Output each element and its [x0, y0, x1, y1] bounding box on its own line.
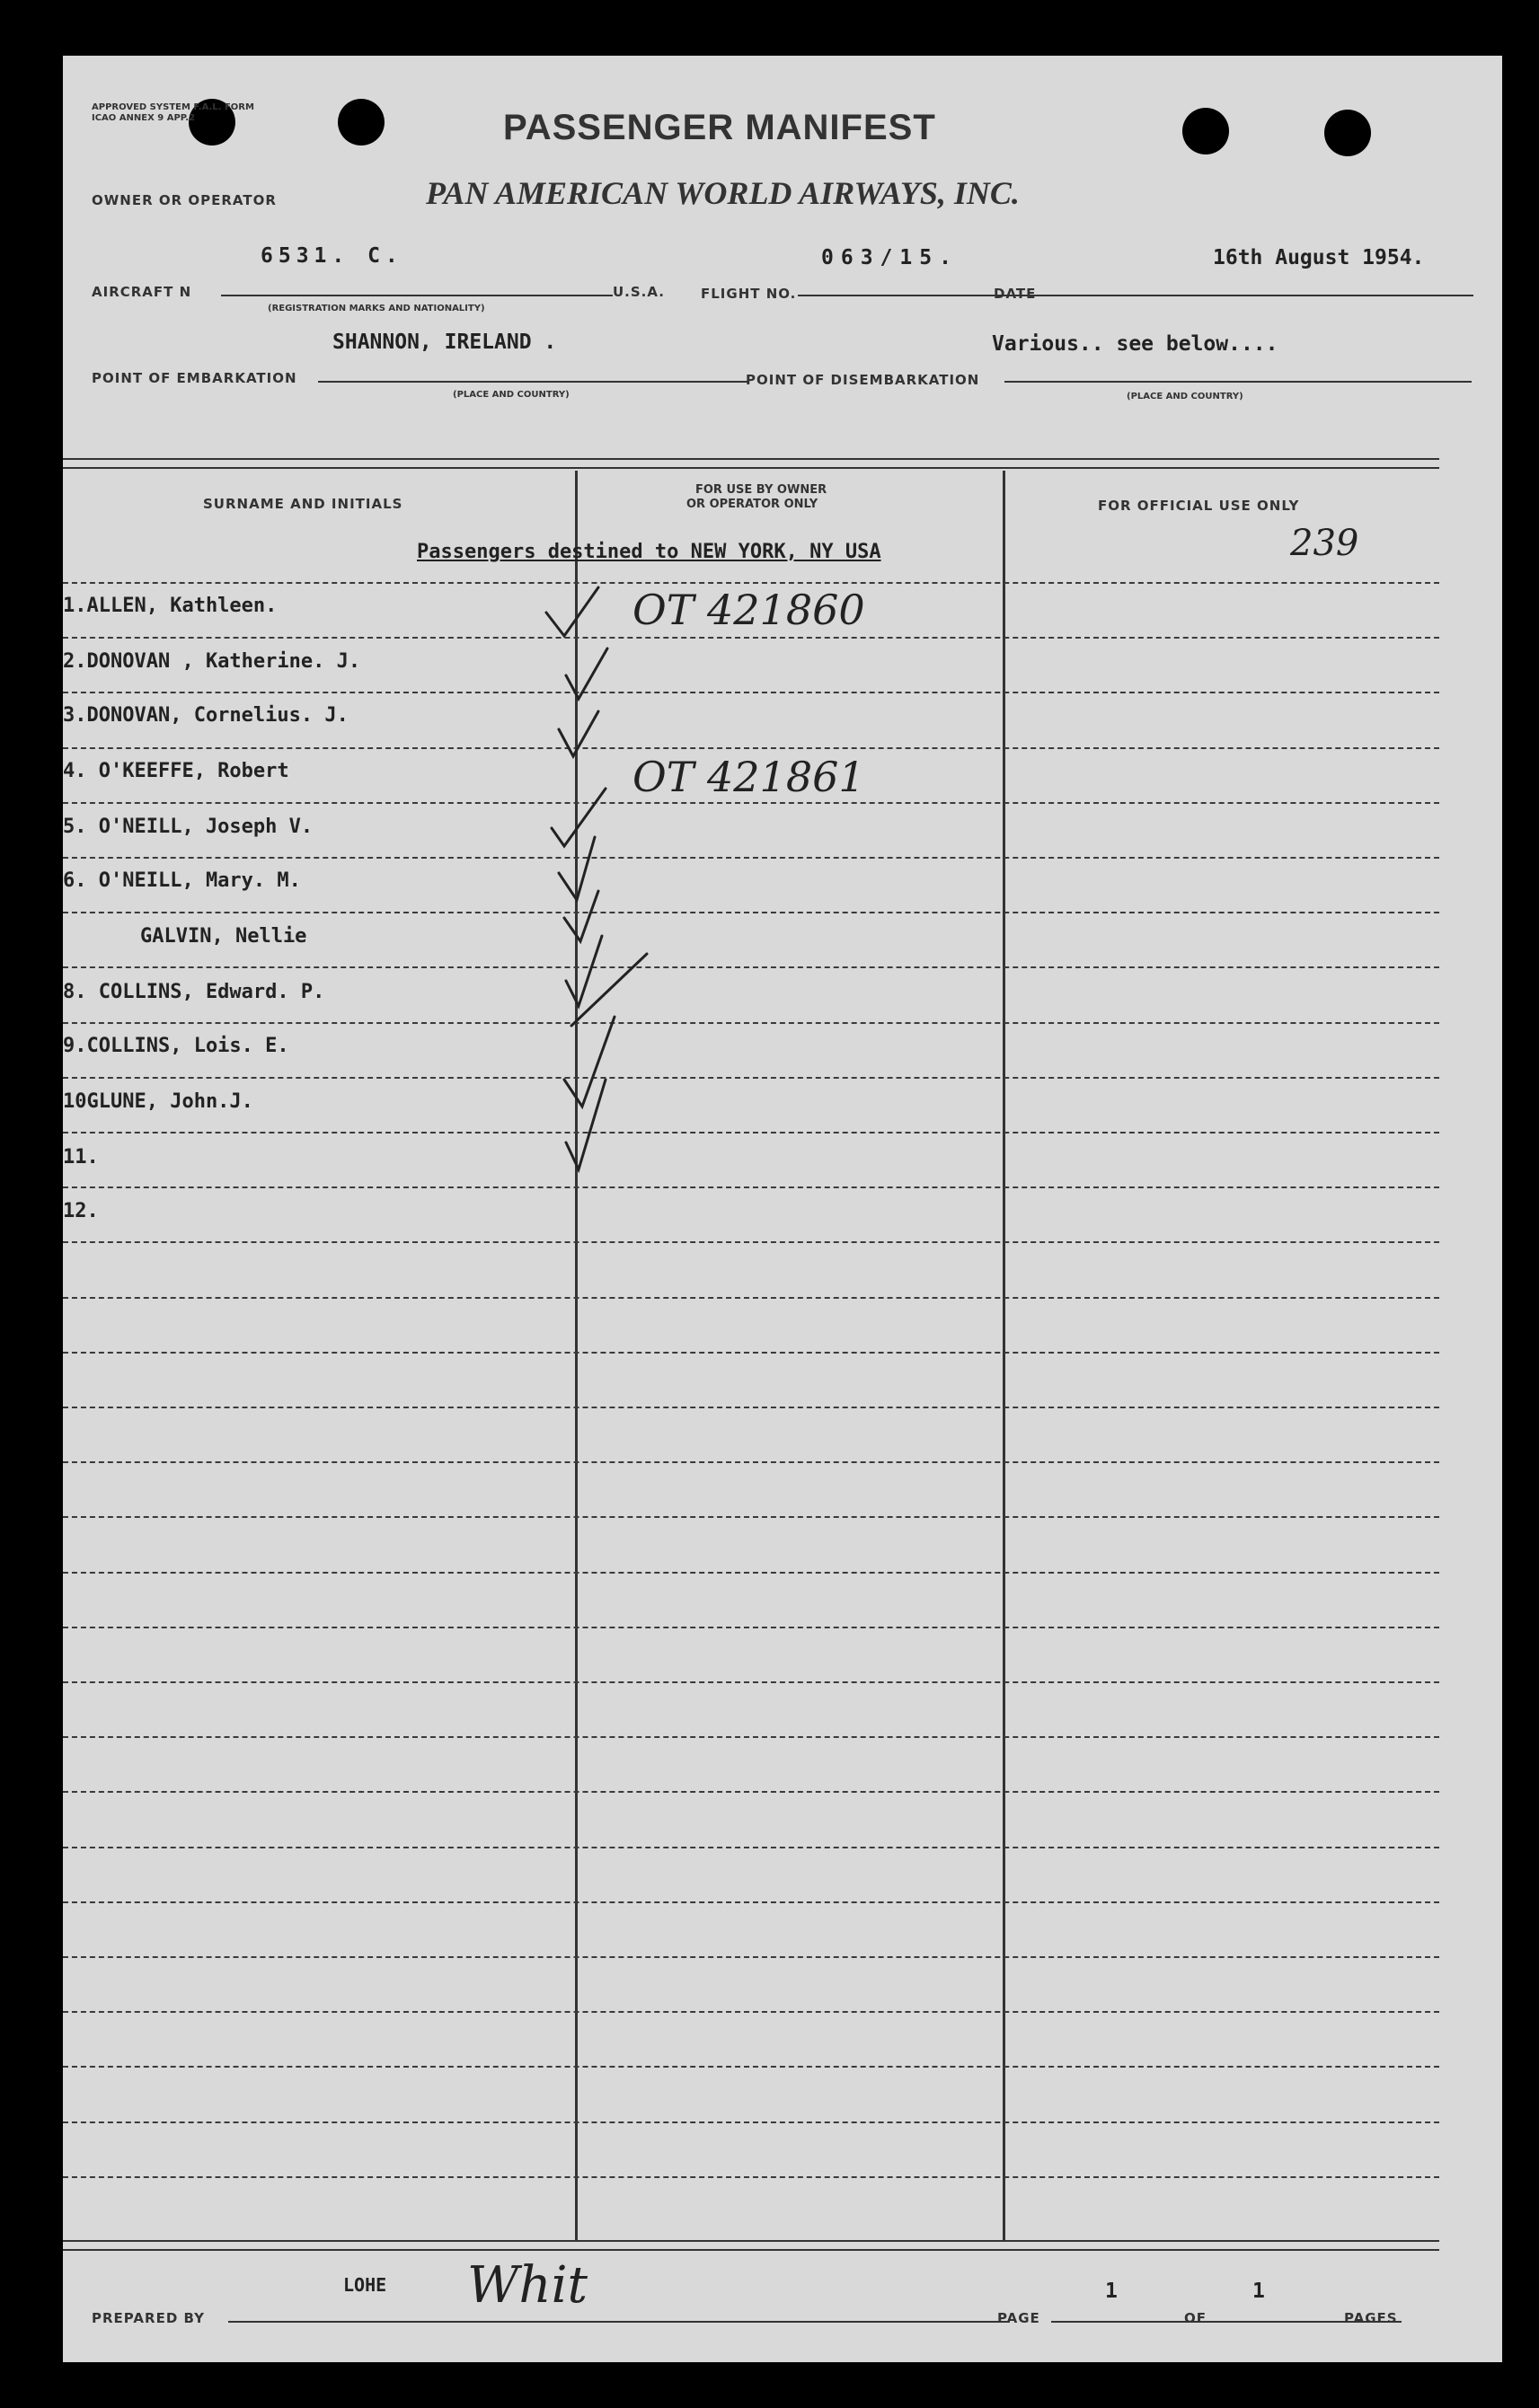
embarkation-value: SHANNON, IRELAND .: [332, 331, 557, 354]
pages-label: PAGES: [1344, 2310, 1398, 2326]
ruled-line: [63, 1572, 1439, 1574]
registration-note: (REGISTRATION MARKS AND NATIONALITY): [268, 304, 485, 313]
disembarkation-label: POINT OF DISEMBARKATION: [746, 372, 980, 388]
disembarkation-line: [1004, 381, 1472, 383]
passenger-entry: 5. O'NEILL, Joseph V.: [63, 816, 314, 838]
approval-note: APPROVED SYSTEM F.A.L. FORM ICAO ANNEX 9 APP.2: [92, 102, 254, 123]
aircraft-label: AIRCRAFT N: [92, 284, 192, 300]
column-header-official: FOR OFFICIAL USE ONLY: [1098, 498, 1300, 514]
passenger-entry: 4. O'KEEFFE, Robert: [63, 760, 289, 782]
of-label: OF: [1184, 2310, 1207, 2326]
passenger-entry: GALVIN, Nellie: [140, 925, 307, 948]
embarkation-label: POINT OF EMBARKATION: [92, 370, 297, 386]
ruled-line: [63, 2066, 1439, 2068]
ruled-line: [63, 1681, 1439, 1683]
passenger-entry: 1.ALLEN, Kathleen.: [63, 595, 278, 617]
owner-operator-label: OWNER OR OPERATOR: [92, 192, 277, 208]
preparer-typed: LOHE: [343, 2274, 387, 2296]
column-divider: [1003, 471, 1005, 2240]
punch-hole: [1324, 110, 1371, 156]
passenger-entry: 8. COLLINS, Edward. P.: [63, 981, 325, 1003]
ruled-line: [63, 1241, 1439, 1243]
ruled-line: [63, 1077, 1439, 1079]
date-line: [1051, 295, 1473, 296]
ruled-line: [63, 1956, 1439, 1958]
punch-hole: [338, 99, 385, 146]
ruled-line: [63, 966, 1439, 968]
header-rule: [63, 467, 1439, 469]
column-header-owner-use: FOR USE BY OWNER: [695, 483, 827, 497]
page-title: PASSENGER MANIFEST: [503, 108, 936, 147]
ruled-line: [63, 582, 1439, 584]
ruled-line: [63, 2121, 1439, 2123]
destination-header: Passengers destined to NEW YORK, NY USA: [417, 541, 881, 563]
ticket-number: OT 421860: [632, 586, 865, 634]
ruled-line: [63, 802, 1439, 804]
ruled-line: [63, 692, 1439, 693]
manifest-sheet: [63, 56, 1502, 2362]
disembarkation-value: Various.. see below....: [992, 332, 1278, 356]
ruled-line: [63, 1847, 1439, 1848]
ruled-line: [63, 1461, 1439, 1463]
usa-label: U.S.A.: [613, 284, 665, 300]
signature: Whit: [467, 2256, 588, 2315]
passenger-entry: 3.DONOVAN, Cornelius. J.: [63, 704, 349, 727]
ruled-line: [63, 912, 1439, 913]
ruled-line: [63, 1297, 1439, 1299]
ruled-line: [63, 1516, 1439, 1518]
embarkation-line: [318, 381, 749, 383]
ruled-line: [63, 1022, 1439, 1024]
passenger-entry: 12.: [63, 1200, 99, 1222]
page-number: 1: [1105, 2280, 1118, 2303]
aircraft-number: 6531. C.: [261, 244, 403, 268]
ruled-line: [63, 747, 1439, 749]
ruled-line: [63, 1627, 1439, 1628]
prepared-by-label: PREPARED BY: [92, 2310, 205, 2326]
column-header-owner-use: OR OPERATOR ONLY: [686, 498, 818, 511]
ruled-line: [63, 1791, 1439, 1793]
ruled-line: [63, 1186, 1439, 1188]
passenger-entry: 11.: [63, 1146, 99, 1169]
ruled-line: [63, 1132, 1439, 1133]
ruled-line: [63, 1736, 1439, 1738]
ruled-line: [63, 2176, 1439, 2178]
flight-date: 16th August 1954.: [1213, 246, 1425, 269]
flight-number: 063/15.: [821, 246, 959, 269]
check-marks: [512, 577, 656, 1205]
ticket-number: OT 421861: [632, 753, 865, 801]
place-country-note: (PLACE AND COUNTRY): [453, 390, 570, 400]
footer-rule: [63, 2240, 1439, 2242]
page-label: PAGE: [997, 2310, 1040, 2326]
header-rule: [63, 458, 1439, 460]
airline-name: PAN AMERICAN WORLD AIRWAYS, INC.: [426, 175, 1020, 211]
passenger-entry: 2.DONOVAN , Katherine. J.: [63, 650, 361, 673]
punch-hole: [1182, 108, 1229, 154]
ruled-line: [63, 857, 1439, 859]
ruled-line: [63, 637, 1439, 639]
prepared-by-line: [228, 2321, 1010, 2323]
ruled-line: [63, 1407, 1439, 1408]
passenger-entry: 6. O'NEILL, Mary. M.: [63, 869, 301, 892]
flight-no-label: FLIGHT NO.: [701, 286, 797, 302]
date-label: DATE: [994, 286, 1037, 302]
aircraft-line: [221, 295, 613, 296]
official-mark: 239: [1290, 523, 1359, 564]
footer-rule: [63, 2249, 1439, 2251]
ruled-line: [63, 2011, 1439, 2013]
passenger-entry: 9.COLLINS, Lois. E.: [63, 1035, 289, 1057]
ruled-line: [63, 1901, 1439, 1903]
column-header-surname: SURNAME AND INITIALS: [203, 496, 403, 512]
place-country-note: (PLACE AND COUNTRY): [1127, 392, 1243, 401]
ruled-line: [63, 1352, 1439, 1354]
passenger-entry: 10GLUNE, John.J.: [63, 1090, 253, 1113]
page-total: 1: [1252, 2280, 1265, 2303]
